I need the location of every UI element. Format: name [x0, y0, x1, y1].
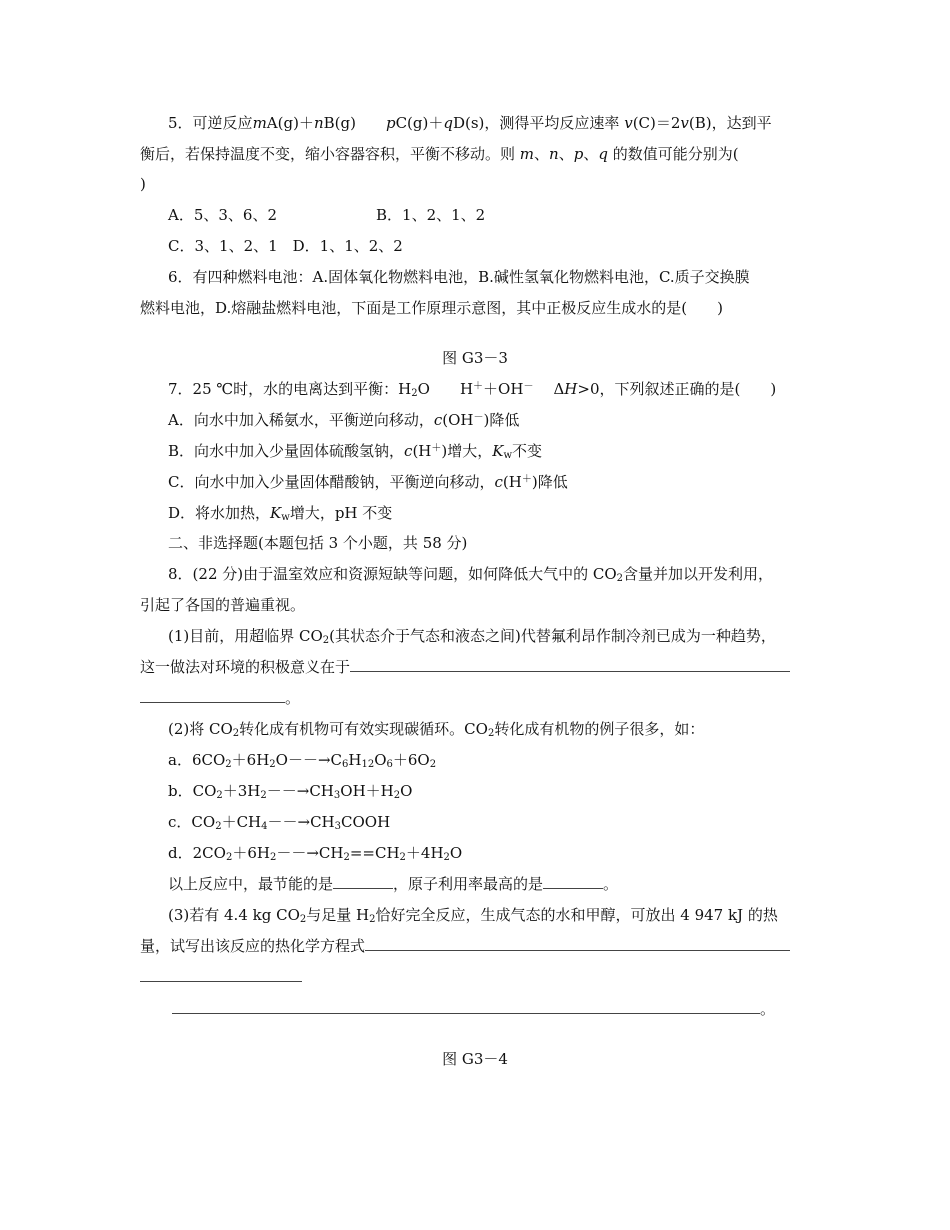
q7-option-a: A．向水中加入稀氨水，平衡逆向移动，c(OH－)降低	[168, 411, 520, 429]
reaction-c: c．$CO_2+CH_4--\to CH_3COOH$	[168, 813, 391, 832]
answer-blank[interactable]	[172, 999, 760, 1014]
q7-line1: 7．25 ℃时，水的电离达到平衡：$H_2O$ H＋＋OH－ ΔH>0，下列叙述正确的是( )	[168, 380, 777, 399]
q7-option-b: B．向水中加入少量固体硫酸氢钠，c(H＋)增大，$K_w$不变	[168, 442, 543, 461]
answer-blank[interactable]	[140, 688, 285, 703]
answer-blank[interactable]	[140, 967, 302, 982]
q8-part3-line3	[140, 966, 302, 988]
q8-part1-line2: 这一做法对环境的积极意义在于	[140, 656, 790, 678]
q8-intro-line1: 8．(22 分)由于温室效应和资源短缺等问题，如何降低大气中的 $CO_2$含量并加以开发利用，	[168, 565, 774, 584]
reaction-b: b．$CO_2+3H_2--\to CH_3OH+H_2O$	[168, 782, 413, 801]
q5-line2: 衡后，若保持温度不变，缩小容器容积，平衡不移动。则 m、n、p、q 的数值可能分别为(	[140, 145, 739, 163]
q5-line1: 5．可逆反应mA(g)＋nB(g) pC(g)＋qD(s)，测得平均反应速率 v(C)＝2v(B)，达到平	[168, 114, 772, 132]
figure-caption-g3-4: 图 G3－4	[442, 1050, 508, 1068]
reaction-d: d．$2CO_2+6H_2--\to CH_2==CH_2+4H_2O$	[168, 844, 463, 863]
answer-blank[interactable]	[543, 874, 603, 889]
q7-option-d: D．将水加热，$K_w$增大，pH 不变	[168, 504, 393, 523]
q5-line3: )	[140, 175, 146, 193]
q8-part3-line4: 。	[172, 998, 775, 1020]
q5-option-b: B．1、2、1、2	[376, 206, 486, 224]
q8-part3-line2: 量，试写出该反应的热化学方程式	[140, 935, 790, 957]
q8-part3-line1: (3)若有 4.4 kg $CO_2$与足量 $H_2$恰好完全反应，生成气态的水和甲醇，可放出 4 947 kJ 的热	[168, 906, 778, 925]
q6-line2: 燃料电池，D.熔融盐燃料电池，下面是工作原理示意图，其中正极反应生成水的是( )	[140, 299, 723, 317]
q8-part1-line3: 。	[140, 687, 300, 709]
q8-part2-line1: (2)将 $CO_2$转化成有机物可有效实现碳循环。$CO_2$转化成有机物的例子很多，如：	[168, 720, 705, 739]
answer-blank[interactable]	[333, 874, 393, 889]
q8-part1-line1: (1)目前，用超临界 $CO_2$(其状态介于气态和液态之间)代替氟利昂作制冷剂已成为一种趋势，	[168, 627, 776, 646]
section-2-heading: 二、非选择题(本题包括 3 个小题，共 58 分)	[168, 534, 468, 552]
q7-option-c: C．向水中加入少量固体醋酸钠，平衡逆向移动，c(H＋)降低	[168, 473, 568, 491]
q6-line1: 6．有四种燃料电池：A.固体氧化物燃料电池，B.碱性氢氧化物燃料电池，C.质子交换膜	[168, 268, 750, 286]
q5-option-a: A．5、3、6、2	[168, 206, 278, 224]
answer-blank[interactable]	[365, 936, 790, 951]
q8-part2-question: 以上反应中，最节能的是 ，原子利用率最高的是 。	[168, 875, 619, 893]
q5-option-cd: C．3、1、2、1 D．1、1、2、2	[168, 237, 403, 255]
figure-caption-g3-3: 图 G3－3	[442, 349, 508, 367]
answer-blank[interactable]	[350, 657, 790, 672]
reaction-a: a．$6CO_2+6H_2O--\to C_6H_{12}O_6+6O_2$	[168, 751, 437, 770]
q8-intro-line2: 引起了各国的普遍重视。	[140, 596, 306, 614]
